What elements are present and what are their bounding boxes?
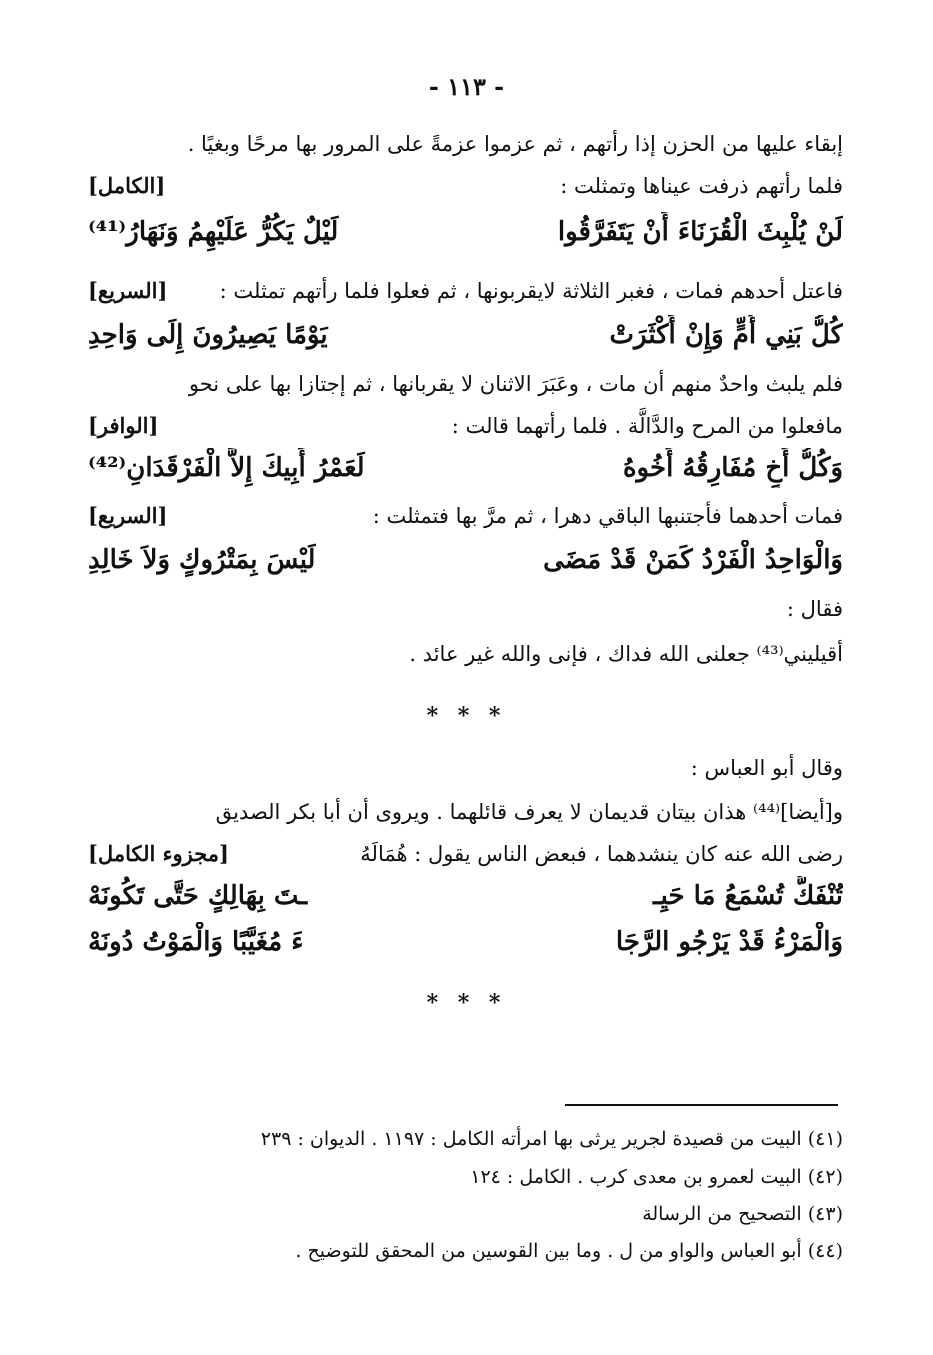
footnote: (٤٤) أبو العباس والواو من ل . وما بين القوسين من المحقق للتوضيح .	[295, 1240, 843, 1262]
prose-line: فمات أحدهما فأجتنبها الباقي دهرا ، ثم مرَّ بها فتمثلت :	[372, 504, 843, 528]
meter-label: [السريع]	[88, 503, 168, 528]
verse-hemistich-first: وَكُلُّ أَخٍ مُفَارِقُهُ أَخُوهُ	[622, 453, 843, 483]
prose-line: وقال أبو العباس :	[690, 756, 843, 780]
verse-line	[88, 922, 843, 962]
verse-hemistich-first: لَنْ يُلْبِثَ الْقُرَنَاءَ أَنْ يَتَفَرَّقُوا	[557, 217, 843, 247]
prose-line-with-meter	[88, 170, 843, 202]
verse-line	[88, 876, 843, 916]
verse-hemistich-second: لَيْسَ بِمَتْرُوكٍ وَلاَ خَالِدِ	[88, 545, 316, 575]
prose-line: مافعلوا من المرح والدَّالَّة . فلما رأتهما قالت :	[451, 414, 843, 438]
verse-hemistich-first: تُنْفَكُّ تُسْمَعُ مَا حَيِـ	[653, 881, 843, 911]
verse-hemistich-first: وَالْوَاحِدُ الْفَرْدُ كَمَنْ قَدْ مَضَى	[543, 545, 843, 575]
verse-hemistich-second: ـتَ بِهَالِكٍ حَتَّى تَكُونَهْ	[88, 881, 308, 911]
prose-line: و[أيضا]⁽⁴⁴⁾ هذان بيتان قديمان لا يعرف قائلهما . ويروى أن أبا بكر الصديق	[215, 800, 843, 824]
prose-line: فلم يلبث واحدٌ منهم أن مات ، وعَبَرَ الاثنان لا يقربانها ، ثم إجتازا بها على نحو	[188, 372, 843, 396]
footnote: (٤٢) البيت لعمرو بن معدى كرب . الكامل : ١٢٤	[470, 1166, 843, 1188]
page-number: - ١١٣ -	[428, 72, 505, 101]
prose-line-with-meter	[88, 838, 843, 870]
verse-hemistich-first: كُلُّ بَنِي أُمٍّ وَإِنْ أَكْثَرَتْ	[609, 320, 843, 350]
meter-label: [مجزوء الكامل]	[88, 841, 229, 866]
verse-line	[88, 212, 843, 252]
prose-line: إبقاء عليها من الحزن إذا رأتهم ، ثم عزموا عزمةً على المرور بها مرحًا وبغيًا .	[187, 132, 843, 156]
meter-label: [الكامل]	[88, 173, 166, 198]
section-separator: * * *	[426, 990, 507, 1016]
verse-hemistich-second: لَعَمْرُ أَبِيكَ إِلاَّ الْفَرْقَدَانِ⁽⁴²⁾	[88, 453, 365, 483]
verse-hemistich-first: وَالْمَرْءُ قَدْ يَرْجُو الرَّجَا	[615, 927, 843, 957]
prose-line: فلما رأتهم ذرفت عيناها وتمثلت :	[560, 174, 843, 198]
verse-line	[88, 315, 843, 355]
footnote: (٤٣) التصحيح من الرسالة	[642, 1203, 843, 1225]
prose-line: فاعتل أحدهم فمات ، فغبر الثلاثة لايقربونها ، ثم فعلوا فلما رأتهم تمثلت :	[219, 279, 843, 303]
verse-hemistich-second: ءَ مُغَيَّبًا وَالْمَوْتُ دُونَهْ	[88, 927, 304, 957]
section-separator: * * *	[426, 703, 507, 729]
prose-line-with-meter	[88, 275, 843, 307]
verse-line	[88, 448, 843, 488]
prose-line: فقال :	[786, 597, 843, 621]
footnote: (٤١) البيت من قصيدة لجرير يرثى بها امرأته الكامل : ١١٩٧ . الديوان : ٢٣٩	[260, 1128, 843, 1150]
prose-line: أقيليني⁽⁴³⁾ جعلنى الله فداك ، فإنى والله غير عائد .	[409, 642, 843, 666]
prose-line-with-meter	[88, 500, 843, 532]
verse-hemistich-second: لَيْلٌ يَكُرُّ عَلَيْهِمُ وَنَهَارُ⁽⁴¹⁾	[88, 217, 339, 247]
verse-line	[88, 540, 843, 580]
verse-hemistich-second: يَوْمًا يَصِيرُونَ إِلَى وَاحِدِ	[88, 320, 328, 350]
meter-label: [السريع]	[88, 278, 168, 303]
meter-label: [الوافر]	[88, 413, 159, 438]
prose-line-with-meter	[88, 410, 843, 442]
footnote-divider	[565, 1104, 838, 1106]
prose-line: رضى الله عنه كان ينشدهما ، فبعض الناس يقول : هُمَالَهُ	[360, 842, 843, 866]
